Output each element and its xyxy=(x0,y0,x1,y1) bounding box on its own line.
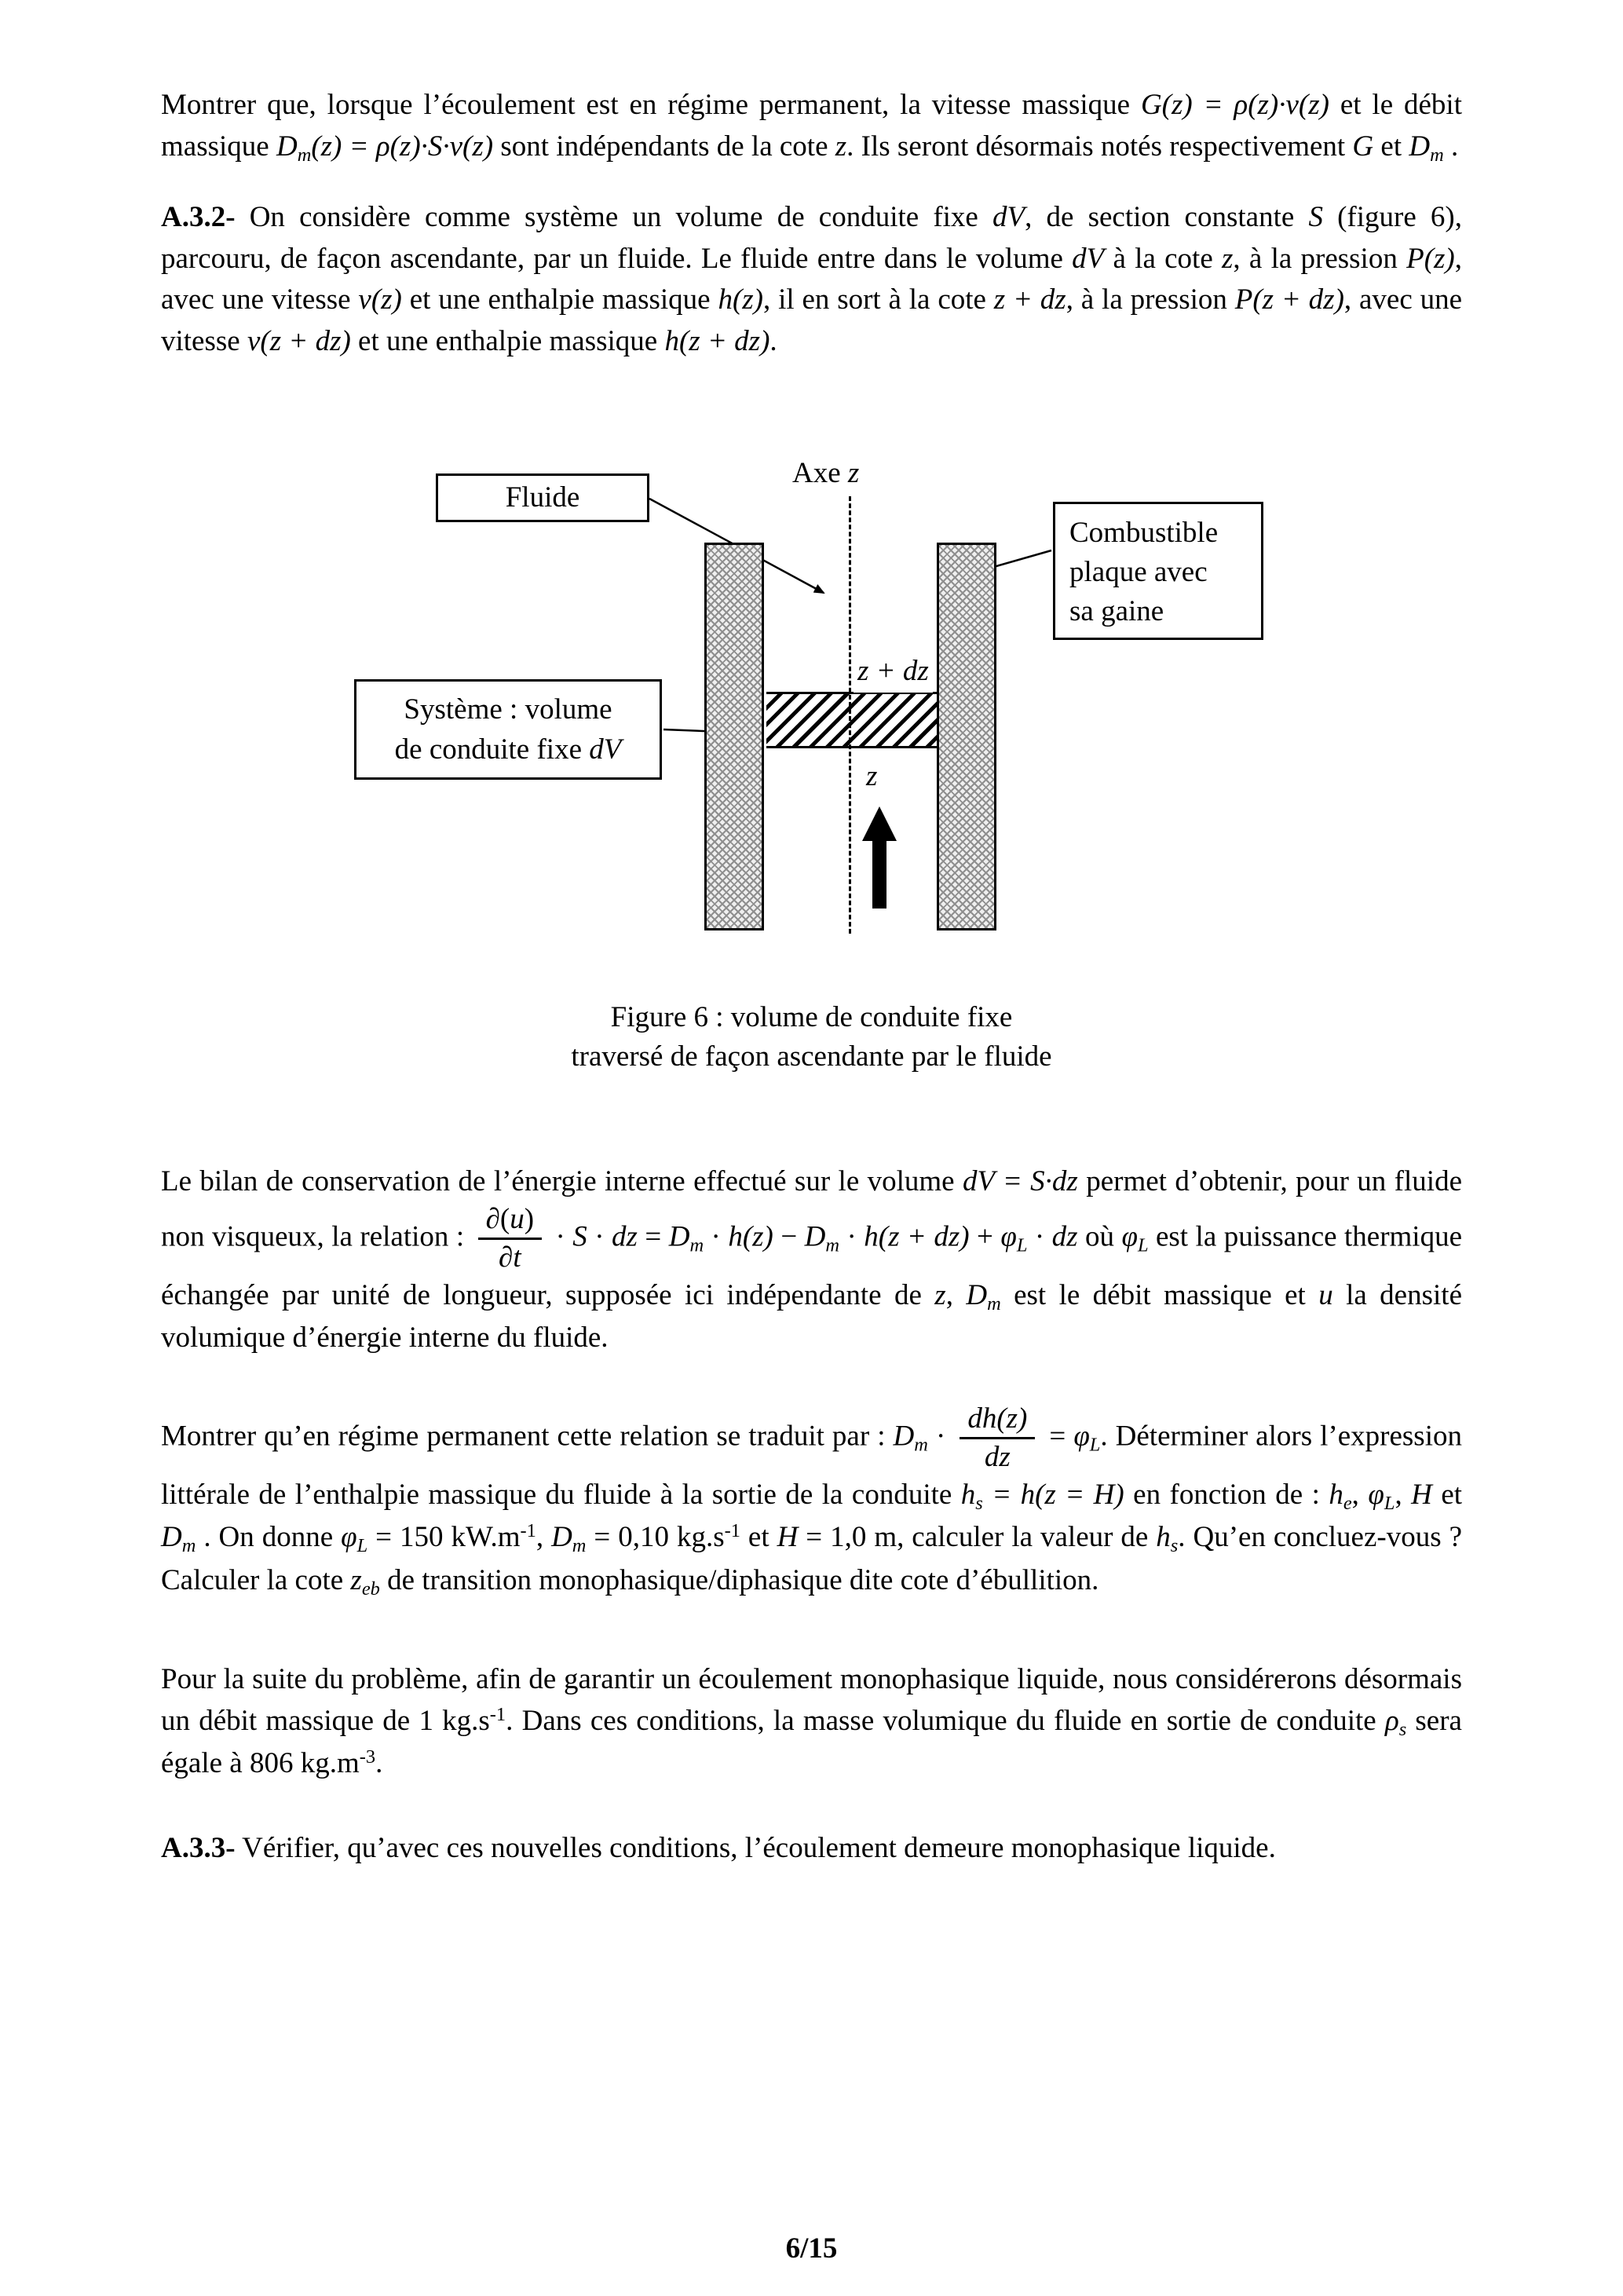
figure-6 xyxy=(161,455,1462,1077)
paragraph-suite: Pour la suite du problème, afin de garantir un écoulement monophasique liquide, nous considérerons désormais un débit massique de 1 $kg.s^{-1}$. Dans ces conditions, la masse volumique du fluide en sortie de conduite ρs sera égale à 806 $kg.m^{-3}$. xyxy=(161,1663,1462,1780)
fluide-label-box xyxy=(436,473,649,522)
paragraph-a32: A.3.2- On considère comme système un volume de conduite fixe dV, de section constante S (figure 6), parcouru, de façon ascendante, par un fluide. Le fluide entre dans le volume dV à la cote z, à la pression P(z), avec une vitesse v(z) et une enthalpie massique h(z), il en sort à la cote z + dz, à la pression P(z + dz), avec une vitesse v(z + dz) et une enthalpie massique h(z + dz). xyxy=(161,201,1463,357)
z-axis-label: Axe z xyxy=(789,453,862,495)
left-wall xyxy=(704,543,764,930)
paragraph-montrer: Montrer qu’en régime permanent cette relation se traduit par : Dm · $\frac{dh(z)}{dz}$ = φL. Déterminer alors l’expression littérale de l’enthalpie massique du fluide à la sortie de la conduite hs = h(z = H) en fonction de : he, φL, H et Dm . On donne φL = 150 $kW.m^{-1}$, Dm = 0,10 $kg.s^{-1}$ et H = 1,0 m, calculer la valeur de hs. Qu’en concluez-vous ? Calculer la cote zeb de transition monophasique/diphasique dite cote d’ébullition. xyxy=(161,1402,1463,1600)
fluide-label: Fluide xyxy=(505,481,580,514)
combustible-label-line3: sa gaine xyxy=(1069,595,1164,628)
page-number: 6/15 xyxy=(785,2232,838,2265)
figure-caption-line1: Figure 6 : volume de conduite fixe xyxy=(610,1001,1013,1034)
combustible-label-line1: Combustible xyxy=(1069,517,1219,550)
figure-caption-line2: traversé de façon ascendante par le fluide xyxy=(571,1040,1052,1073)
figure-6-diagram xyxy=(161,455,1462,965)
paragraph-a33: A.3.3- Vérifier, qu’avec ces nouvelles conditions, l’écoulement demeure monophasique liquide. xyxy=(161,1831,1276,1864)
figure-caption xyxy=(161,998,1462,1077)
paragraph-bilan: Le bilan de conservation de l’énergie interne effectué sur le volume dV = S·dz permet d’obtenir, pour un fluide non visqueux, la relation : $\frac{\partial(u)}{\partial t}$ · S · dz = Dm · h(z) − Dm · h(z + dz) + φL · dz où φL est la puissance thermique échangée par unité de longueur, supposée ici indépendante de z, Dm est le débit massique et u la densité volumique d’énergie interne du fluide. xyxy=(161,1165,1462,1355)
systeme-label-line2: de conduite fixe dV xyxy=(394,733,622,766)
volume-dv-band xyxy=(766,692,937,748)
systeme-label-box xyxy=(354,679,662,780)
combustible-label-line2: plaque avec xyxy=(1069,556,1208,589)
right-wall xyxy=(937,543,996,930)
systeme-label-line1: Système : volume xyxy=(404,693,612,726)
paragraph-intro: Montrer que, lorsque l’écoulement est en régime permanent, la vitesse massique G(z) = ρ(z)·v(z) et le débit massique Dm(z) = ρ(z)·S·v(z) sont indépendants de la cote z. Ils seront désormais notés respectivement G et Dm . xyxy=(161,89,1462,166)
z-label: z xyxy=(861,756,882,798)
flow-direction-arrow xyxy=(862,806,897,909)
combustible-label-box xyxy=(1053,502,1263,640)
z-plus-dz-label: z + dz xyxy=(854,651,933,693)
